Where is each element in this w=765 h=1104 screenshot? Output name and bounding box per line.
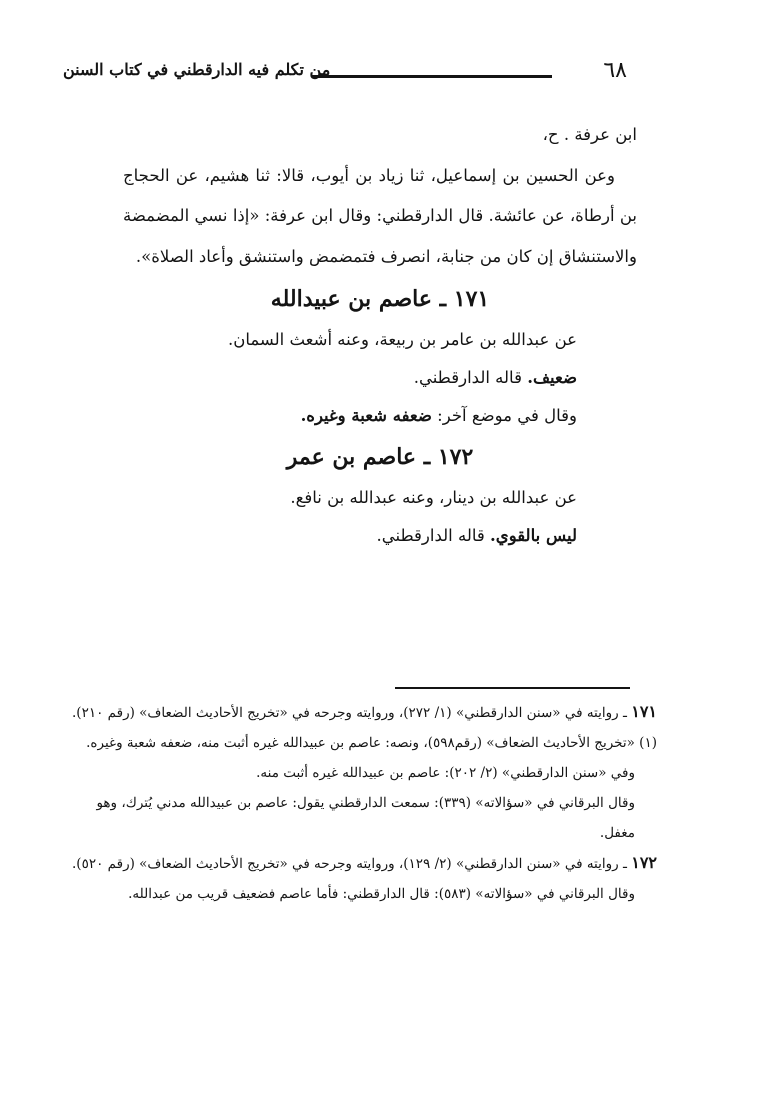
entry-heading: ١٧٢ ـ عاصم بن عمر	[286, 444, 474, 470]
entry-heading: ١٧١ ـ عاصم بن عبيدالله	[270, 286, 490, 312]
footnote: ١٧١ ـ روايته في «سنن الدارقطني» (١/ ٢٧٢)، وروايته وجرحه في «تخريج الأحاديث الضعاف» (رقم ٢١٠).	[72, 702, 657, 721]
footnote: وقال البرقاني في «سؤالاته» (٥٨٣): قال الدارقطني: فأما عاصم فضعيف قريب من عبدالله.	[128, 886, 635, 902]
entry-line: ضعيف. قاله الدارقطني.	[413, 368, 577, 387]
footnote: ١٧٢ ـ روايته في «سنن الدارقطني» (٢/ ١٢٩)، وروايته وجرحه في «تخريج الأحاديث الضعاف» (رقم ٥٢٠).	[72, 853, 657, 872]
footnote-rule	[395, 687, 630, 689]
header-rule	[312, 75, 552, 78]
running-title: من تكلم فيه الدارقطني في كتاب السنن	[63, 60, 331, 79]
page-number: ٦٨	[603, 58, 627, 83]
entry-line: عن عبدالله بن عامر بن ربيعة، وعنه أشعث السمان.	[227, 330, 577, 349]
footnote: وفي «سنن الدارقطني» (٢/ ٢٠٢): عاصم بن عبيدالله غيره أثبت منه.	[256, 765, 635, 781]
entry-block	[123, 479, 637, 555]
verdict: ضعفه شعبة وغيره.	[300, 406, 432, 425]
verdict: ليس بالقوي.	[490, 526, 577, 545]
paragraph: ابن عرفة . ح،	[542, 125, 637, 144]
paragraph: وعن الحسين بن إسماعيل، ثنا زياد بن أيوب، قالا: ثنا هشيم، عن الحجاج بن أرطاة، عن عائشة. قال الدارقطني: وقال ابن عرفة: «إذا نسي المضمضة والاستنشاق إن كان من جنابة، انصرف فتمضمض واستنشق وأعاد الصلاة».	[123, 165, 637, 266]
entry-line: عن عبدالله بن دينار، وعنه عبدالله بن نافع.	[290, 488, 577, 507]
main-text	[123, 115, 637, 555]
footnote: (١) «تخريج الأحاديث الضعاف» (رقم٥٩٨)، ونصه: عاصم بن عبيدالله غيره أثبت منه، ضعفه شعبة وغيره.	[86, 735, 657, 751]
footnote: وقال البرقاني في «سؤالاته» (٣٣٩): سمعت الدارقطني يقول: عاصم بن عبيدالله مدني يُترك، وهو مغفل.	[96, 795, 635, 841]
entry-block	[123, 321, 637, 435]
entry-line: ليس بالقوي. قاله الدارقطني.	[376, 526, 577, 545]
entry-line: وقال في موضع آخر: ضعفه شعبة وغيره.	[300, 406, 577, 425]
verdict: ضعيف.	[527, 368, 577, 387]
footnotes	[67, 697, 657, 909]
